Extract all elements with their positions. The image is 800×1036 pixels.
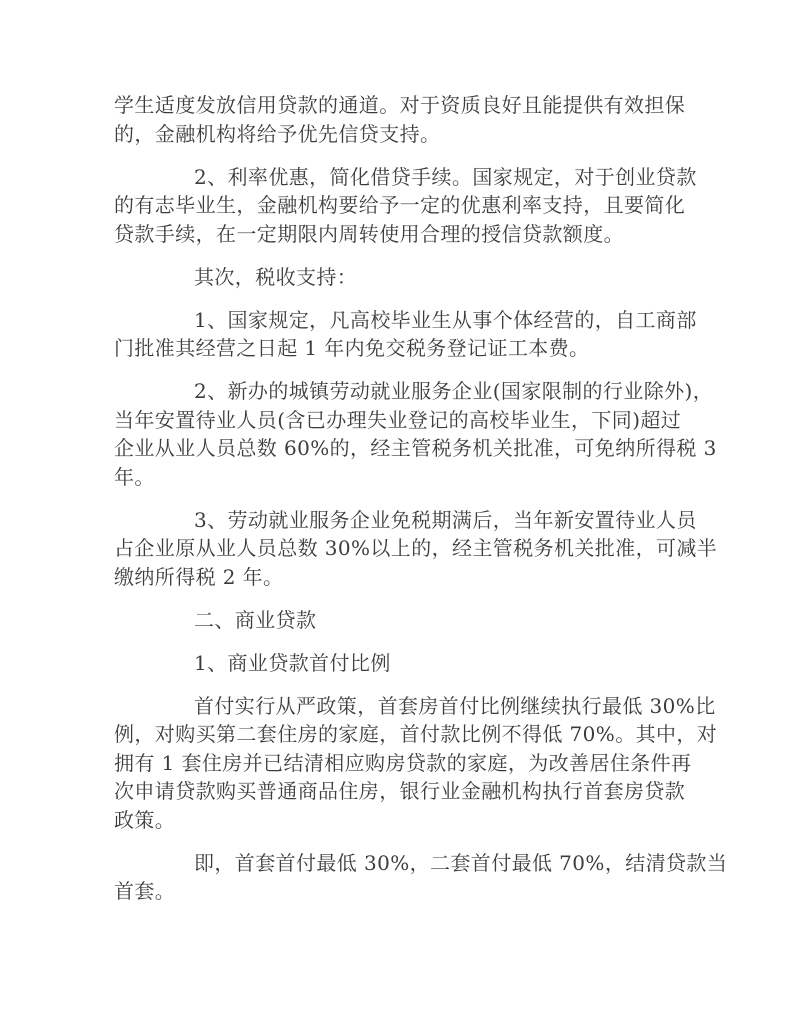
text-line: 贷款手续，在一定期限内周转使用合理的授信贷款额度。 xyxy=(114,221,624,246)
paragraph xyxy=(114,506,718,592)
text-line: 3、劳动就业服务企业免税期满后，当年新安置待业人员 xyxy=(194,507,697,532)
paragraph xyxy=(114,849,728,906)
paragraph xyxy=(114,163,697,249)
text-line: 的有志毕业生，金融机构要给予一定的优惠利率支持，且要简化 xyxy=(114,193,686,217)
paragraph xyxy=(114,649,690,678)
text-line: 缴纳所得税 2 年。 xyxy=(114,564,284,589)
text-line: 2、利率优惠，简化借贷手续。国家规定，对于创业贷款 xyxy=(194,164,697,189)
text-line: 占企业原从业人员总数 30%以上的，经主管税务机关批准，可减半 xyxy=(114,536,718,560)
text-line: 1、商业贷款首付比例 xyxy=(194,650,391,675)
paragraph xyxy=(114,91,690,148)
text-line: 即，首套首付最低 30%，二套首付最低 70%，结清贷款当 xyxy=(194,850,728,875)
text-line: 当年安置待业人员(含已办理失业登记的高校毕业生，下同)超过 xyxy=(114,407,682,432)
text-line: 首付实行从严政策，首套房首付比例继续执行最低 30%比 xyxy=(194,693,716,718)
paragraph xyxy=(114,692,718,835)
text-line: 二、商业贷款 xyxy=(194,607,317,632)
document-body xyxy=(114,91,728,906)
paragraph xyxy=(114,306,697,363)
paragraph xyxy=(114,263,690,292)
text-line: 首套。 xyxy=(114,879,176,903)
text-line: 门批准其经营之日起 1 年内免交税务登记证工本费。 xyxy=(114,336,590,360)
text-line: 2、新办的城镇劳动就业服务企业(国家限制的行业除外)， xyxy=(194,379,714,403)
text-line: 次申请贷款购买普通商品住房，银行业金融机构执行首套房贷款 xyxy=(114,779,686,803)
text-line: 拥有 1 套住房并已结清相应购房贷款的家庭，为改善居住条件再 xyxy=(114,750,692,775)
text-line: 的，金融机构将给予优先信贷支持。 xyxy=(114,121,441,146)
text-line: 企业从业人员总数 60%的，经主管税务机关批准，可免纳所得税 3 xyxy=(114,436,717,460)
text-line: 学生适度发放信用贷款的通道。对于资质良好且能提供有效担保 xyxy=(114,93,686,117)
text-line: 1、国家规定，凡高校毕业生从事个体经营的，自工商部 xyxy=(194,307,697,332)
paragraph xyxy=(114,606,690,635)
text-line: 其次，税收支持： xyxy=(194,264,358,289)
text-line: 政策。 xyxy=(114,807,176,832)
text-line: 例，对购买第二套住房的家庭，首付款比例不得低 70%。其中，对 xyxy=(114,722,718,746)
paragraph xyxy=(114,377,717,491)
text-line: 年。 xyxy=(114,464,155,489)
